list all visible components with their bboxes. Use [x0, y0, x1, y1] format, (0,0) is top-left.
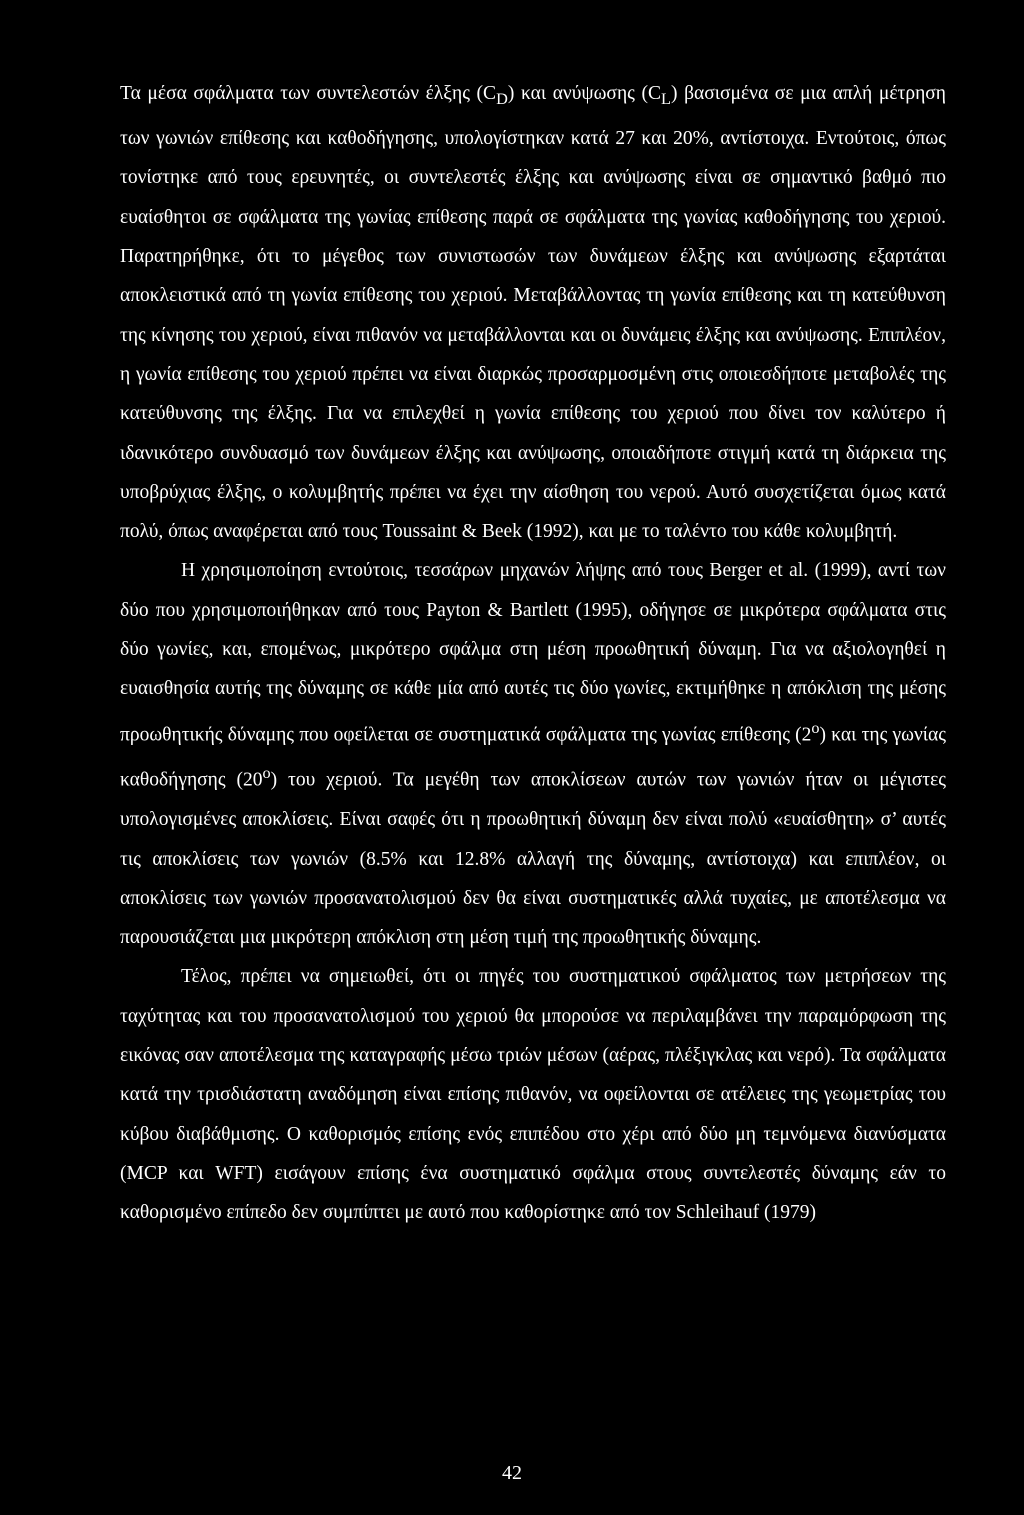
paragraph-2 [120, 551, 946, 957]
paragraph-1 [120, 74, 946, 551]
paragraph-2-text: Η χρησιμοποίηση εντούτοις, τεσσάρων μηχανών λήψης από τους Berger et al. (1999), αντί των δύο που χρησιμοποιήθηκαν από τους Payton & Bartlett (1995), οδήγησε σε μικρότερα σφάλματα στις δύο γωνίες, και, επομένως, μικρότερο σφάλμα στη μέση προωθητική δύναμη. Για να αξιολογηθεί η ευαισθησία αυτής της δύναμης σε κάθε μία από αυτές τις δύο γωνίες, εκτιμήθηκε η απόκλιση της μέσης προωθητικής δύναμης που οφείλεται σε συστηματικά σφάλματα της γωνίας επίθεσης (2 [120, 560, 946, 746]
drag-coefficient-subscript: D [496, 89, 508, 108]
paragraph-2-text: ) του χεριού. Τα μεγέθη των αποκλίσεων αυτών των γωνιών ήταν οι μέγιστες υπολογισμένες αποκλίσεις. Είναι σαφές ότι η προωθητική δύναμη δεν είναι πολύ «ευαίσθητη» σ’ αυτές τις αποκλίσεις των γωνιών (8.5% και 12.8% αλλαγή της δύναμης, αντίστοιχα) και επιπλέον, οι αποκλίσεις των γωνιών προσανατολισμού δεν θα είναι συστηματικές αλλά τυχαίες, με αποτέλεσμα να παρουσιάζεται μια μικρότερη απόκλιση στη μέση τιμή της προωθητικής δύναμης. [120, 769, 946, 949]
paragraph-1-text: Τα μέσα σφάλματα των συντελεστών έλξης (C [120, 83, 497, 104]
page-body [120, 74, 946, 1233]
degree-superscript: o [811, 718, 820, 737]
paragraph-1-text: ) βασισμένα σε μια απλή μέτρηση των γωνιών επίθεσης και καθοδήγησης, υπολογίστηκαν κατά 27 και 20%, αντίστοιχα. Εντούτοις, όπως τονίστηκε από τους ερευνητές, οι συντελεστές έλξης και ανύψωσης είναι σε σημαντικό βαθμό πιο ευαίσθητοι σε σφάλματα της γωνίας επίθεσης παρά σε σφάλματα της γωνίας καθοδήγησης του χεριού. Παρατηρήθηκε, ότι το μέγεθος των συνιστωσών των δυνάμεων έλξης και ανύψωσης εξαρτάται αποκλειστικά από τη γωνία επίθεσης του χεριού. Μεταβάλλοντας τη γωνία επίθεσης και τη κατεύθυνση της κίνησης του χεριού, είναι πιθανόν να μεταβάλλονται και οι δυνάμεις έλξης και ανύψωσης. Επιπλέον, η γωνία επίθεσης του χεριού πρέπει να είναι διαρκώς προσαρμοσμένη στις οποιεσδήποτε μεταβολές της κατεύθυνσης της έλξης. Για να επιλεχθεί η γωνία επίθεσης του χεριού που δίνει τον καλύτερο ή ιδανικότερο συνδυασμό των δυνάμεων έλξης και ανύψωσης, οποιαδήποτε στιγμή κατά τη διάρκεια της υποβρύχιας έλξης, ο κολυμβητής πρέπει να έχει την αίσθηση του νερού. Αυτό συσχετίζεται όμως κατά πολύ, όπως αναφέρεται από τους Toussaint & Beek (1992), και με το ταλέντο του κάθε κολυμβητή. [120, 83, 947, 543]
paragraph-3 [120, 957, 946, 1232]
paragraph-3-text: Τέλος, πρέπει να σημειωθεί, ότι οι πηγές του συστηματικού σφάλματος των μετρήσεων της ταχύτητας και του προσανατολισμού του χεριού θα μπορούσε να περιλαμβάνει την παραμόρφωση της εικόνας σαν αποτέλεσμα της καταγραφής μέσω τριών μέσων (αέρας, πλέξιγκλας και νερό). Τα σφάλματα κατά την τρισδιάστατη αναδόμηση είναι επίσης πιθανόν, να οφείλονται σε ατέλειες της γεωμετρίας του κύβου διαβάθμισης. Ο καθορισμός επίσης ενός επιπέδου στο χέρι από δύο μη τεμνόμενα διανύσματα (MCP και WFT) εισάγουν επίσης ένα συστηματικό σφάλμα στους συντελεστές δύναμης εάν το καθορισμένο επίπεδο δεν συμπίπτει με αυτό που καθορίστηκε από τον Schleihauf (1979) [120, 966, 946, 1224]
page-number: 42 [502, 1462, 522, 1484]
paragraph-1-text: ) και ανύψωσης (C [507, 83, 662, 104]
degree-superscript: o [262, 764, 271, 783]
lift-coefficient-subscript: L [661, 89, 671, 108]
paragraph-2-text: ) και της γωνίας καθοδήγησης (20 [120, 724, 946, 791]
